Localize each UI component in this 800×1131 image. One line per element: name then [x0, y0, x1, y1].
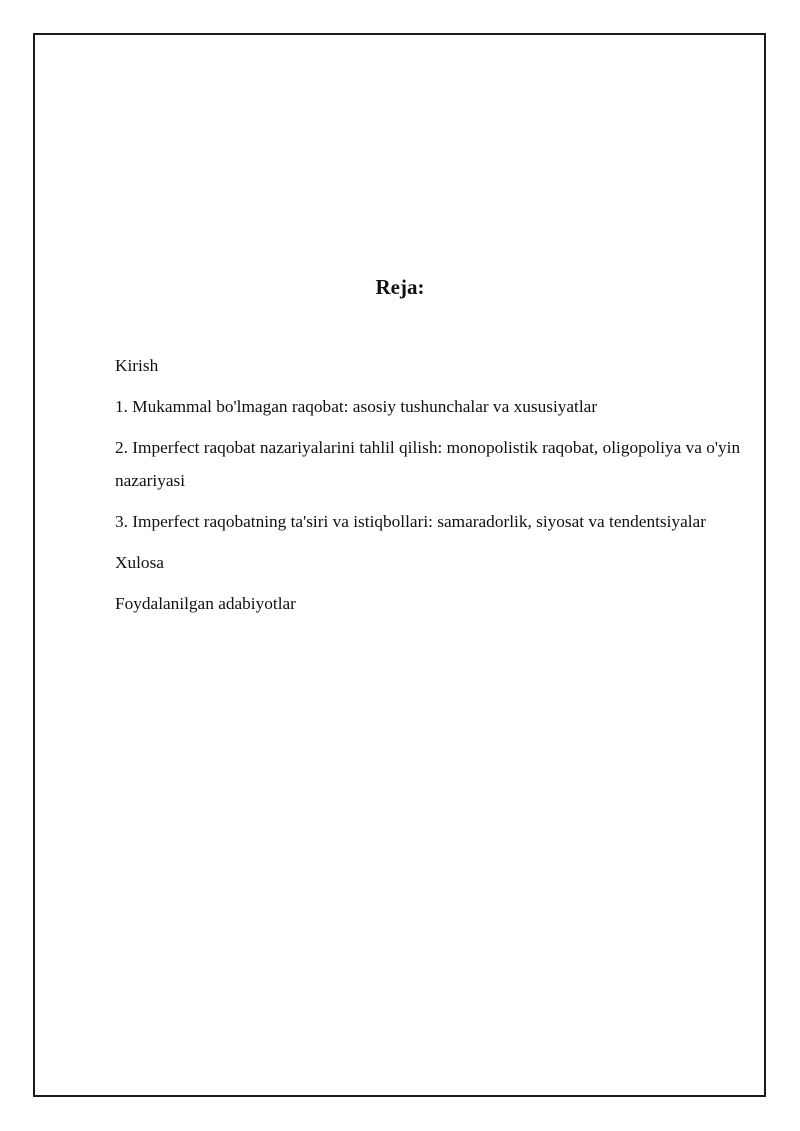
page-title: Reja:	[375, 275, 425, 299]
table-of-contents	[115, 350, 745, 629]
toc-item-introduction: Kirish	[115, 356, 159, 375]
toc-item-references: Foydalanilgan adabiyotlar	[115, 593, 296, 613]
toc-item-chapter-2: 2. Imperfect raqobat nazariyalarini tahlil qilish: monopolistik raqobat, oligopoliya va o'yin nazariyasi	[115, 438, 741, 490]
toc-item-chapter-1: 1. Mukammal bo'lmagan raqobat: asosiy tushunchalar va xususiyatlar	[115, 397, 598, 416]
toc-item-conclusion: Xulosa	[115, 552, 164, 572]
toc-item-chapter-3: 3. Imperfect raqobatning ta'siri va istiqbollari: samaradorlik, siyosat va tendentsiyalar	[115, 511, 706, 531]
